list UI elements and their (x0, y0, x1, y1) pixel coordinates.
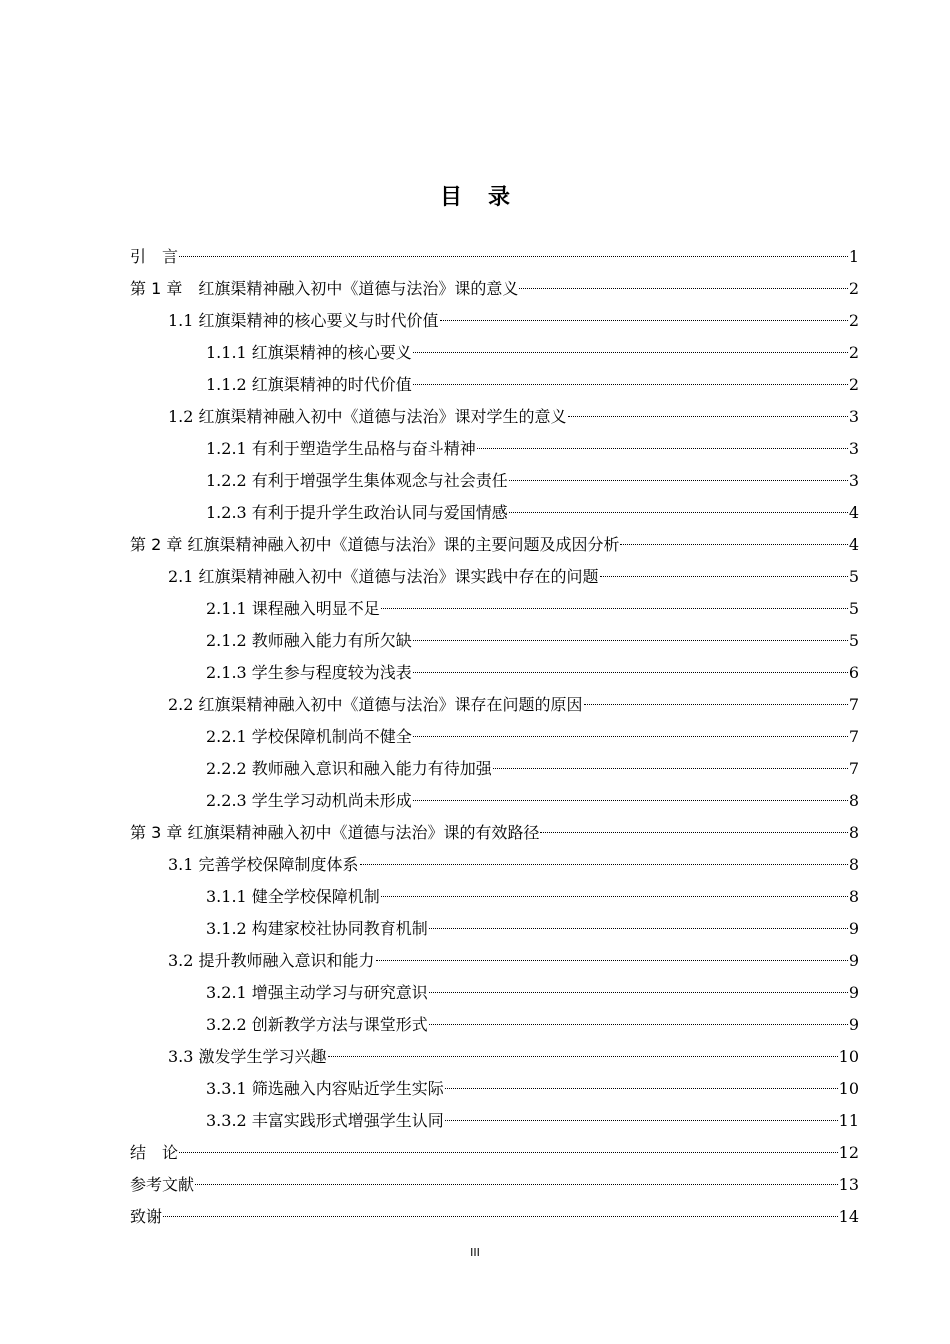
toc-entry[interactable] (130, 337, 859, 369)
toc-entry-label: 1.1 红旗渠精神的核心要义与时代价值 (168, 311, 439, 330)
toc-entry-label: 引 言 (130, 247, 179, 266)
toc-entry[interactable] (130, 1009, 859, 1041)
toc-entry-page: 9 (848, 951, 859, 970)
toc-leader-dots (381, 896, 848, 897)
toc-entry[interactable] (130, 977, 859, 1009)
toc-leader-dots (600, 576, 848, 577)
toc-entry-label: 第 1 章 红旗渠精神融入初中《道德与法治》课的意义 (130, 279, 519, 298)
toc-leader-dots (163, 1216, 838, 1217)
footer-page-number: III (470, 1246, 480, 1259)
toc-entry-label: 参考文献 (130, 1175, 195, 1194)
toc-entry-label: 2.1 红旗渠精神融入初中《道德与法治》课实践中存在的问题 (168, 567, 599, 586)
toc-entry-page: 4 (848, 535, 859, 554)
toc-entry-label: 3.1 完善学校保障制度体系 (168, 855, 359, 874)
toc-entry[interactable] (130, 721, 859, 753)
toc-entry[interactable] (130, 369, 859, 401)
toc-entry[interactable] (130, 1169, 859, 1201)
toc-entry-page: 7 (848, 727, 859, 746)
title-char-1: 目 (439, 185, 462, 210)
toc-leader-dots (540, 832, 847, 833)
toc-entry-label: 3.2.2 创新教学方法与课堂形式 (206, 1015, 428, 1034)
toc-entry[interactable] (130, 593, 859, 625)
toc-leader-dots (429, 928, 848, 929)
toc-entry[interactable] (130, 273, 859, 305)
toc-entry-label: 3.3 激发学生学习兴趣 (168, 1047, 327, 1066)
toc-entry[interactable] (130, 401, 859, 433)
toc-entry[interactable] (130, 1137, 859, 1169)
toc-entry-page: 6 (848, 663, 859, 682)
toc-leader-dots (584, 704, 848, 705)
toc-entry-page: 8 (848, 855, 859, 874)
toc-leader-dots (440, 320, 848, 321)
toc-entry-label: 2.2 红旗渠精神融入初中《道德与法治》课存在问题的原因 (168, 695, 583, 714)
toc-leader-dots (620, 544, 847, 545)
toc-entry-page: 1 (848, 247, 859, 266)
toc-leader-dots (568, 416, 848, 417)
toc-entry-label: 2.2.3 学生学习动机尚未形成 (206, 791, 412, 810)
toc-entry[interactable] (130, 305, 859, 337)
toc-entry-page: 14 (838, 1207, 859, 1226)
toc-entry-page: 13 (838, 1175, 859, 1194)
toc-entry-page: 3 (848, 439, 859, 458)
toc-entry-label: 2.1.1 课程融入明显不足 (206, 599, 380, 618)
toc-entry-page: 3 (848, 407, 859, 426)
toc-entry-label: 结 论 (130, 1143, 179, 1162)
toc-entry[interactable] (130, 1105, 859, 1137)
toc-entry-label: 1.2 红旗渠精神融入初中《道德与法治》课对学生的意义 (168, 407, 567, 426)
toc-leader-dots (413, 384, 848, 385)
toc-entry-label: 3.1.2 构建家校社协同教育机制 (206, 919, 428, 938)
toc-entry-page: 2 (848, 343, 859, 362)
toc-leader-dots (493, 768, 848, 769)
toc-entry-page: 8 (848, 791, 859, 810)
page-title (0, 180, 950, 211)
toc-entry-page: 5 (848, 631, 859, 650)
toc-entry[interactable] (130, 689, 859, 721)
toc-entry-page: 8 (848, 823, 859, 842)
title-char-2: 录 (488, 185, 511, 210)
toc-entry-page: 5 (848, 599, 859, 618)
toc-entry[interactable] (130, 625, 859, 657)
toc-entry-page: 9 (848, 983, 859, 1002)
toc-leader-dots (519, 288, 847, 289)
toc-leader-dots (360, 864, 848, 865)
toc-entry-page: 11 (838, 1111, 859, 1130)
toc-entry-label: 1.2.3 有利于提升学生政治认同与爱国情感 (206, 503, 508, 522)
toc-entry-label: 2.2.1 学校保障机制尚不健全 (206, 727, 412, 746)
toc-entry-label: 3.3.2 丰富实践形式增强学生认同 (206, 1111, 444, 1130)
toc-entry-label: 2.1.2 教师融入能力有所欠缺 (206, 631, 412, 650)
toc-leader-dots (413, 352, 848, 353)
toc-entry[interactable] (130, 497, 859, 529)
toc-entry-label: 第 3 章 红旗渠精神融入初中《道德与法治》课的有效路径 (130, 823, 540, 842)
toc-leader-dots (413, 736, 848, 737)
toc-entry-page: 2 (848, 375, 859, 394)
toc-entry-label: 致谢 (130, 1207, 163, 1226)
toc-entry-page: 9 (848, 1015, 859, 1034)
toc-entry-page: 5 (848, 567, 859, 586)
toc-entry[interactable] (130, 849, 859, 881)
toc-leader-dots (413, 640, 848, 641)
toc-entry[interactable] (130, 785, 859, 817)
toc-entry-label: 3.3.1 筛选融入内容贴近学生实际 (206, 1079, 444, 1098)
toc-entry-page: 3 (848, 471, 859, 490)
toc-entry[interactable] (130, 1073, 859, 1105)
toc-entry[interactable] (130, 1041, 859, 1073)
toc-entry[interactable] (130, 753, 859, 785)
toc-entry-page: 10 (838, 1047, 859, 1066)
toc-entry-page: 4 (848, 503, 859, 522)
toc-entry-label: 1.1.2 红旗渠精神的时代价值 (206, 375, 412, 394)
toc-leader-dots (509, 480, 848, 481)
toc-entry-page: 7 (848, 759, 859, 778)
toc-leader-dots (381, 608, 848, 609)
table-of-contents (130, 241, 859, 1233)
toc-entry-label: 1.2.1 有利于塑造学生品格与奋斗精神 (206, 439, 476, 458)
toc-entry-page: 2 (848, 311, 859, 330)
toc-entry[interactable] (130, 913, 859, 945)
toc-entry[interactable] (130, 881, 859, 913)
toc-entry-label: 3.2.1 增强主动学习与研究意识 (206, 983, 428, 1002)
toc-entry-page: 8 (848, 887, 859, 906)
toc-entry[interactable] (130, 657, 859, 689)
toc-leader-dots (429, 1024, 848, 1025)
toc-entry-label: 2.1.3 学生参与程度较为浅表 (206, 663, 412, 682)
toc-leader-dots (376, 960, 848, 961)
toc-leader-dots (413, 672, 848, 673)
toc-entry[interactable] (130, 817, 859, 849)
toc-entry-page: 2 (848, 279, 859, 298)
toc-leader-dots (445, 1120, 838, 1121)
toc-leader-dots (413, 800, 848, 801)
toc-entry[interactable] (130, 465, 859, 497)
toc-entry[interactable] (130, 945, 859, 977)
toc-entry[interactable] (130, 241, 859, 273)
toc-entry[interactable] (130, 433, 859, 465)
toc-entry-label: 3.2 提升教师融入意识和能力 (168, 951, 375, 970)
toc-leader-dots (195, 1184, 838, 1185)
toc-entry[interactable] (130, 529, 859, 561)
toc-entry[interactable] (130, 1201, 859, 1233)
toc-leader-dots (509, 512, 848, 513)
toc-leader-dots (445, 1088, 838, 1089)
toc-entry[interactable] (130, 561, 859, 593)
toc-entry-page: 12 (838, 1143, 859, 1162)
toc-entry-page: 10 (838, 1079, 859, 1098)
toc-leader-dots (477, 448, 848, 449)
toc-leader-dots (328, 1056, 838, 1057)
toc-entry-label: 1.1.1 红旗渠精神的核心要义 (206, 343, 412, 362)
toc-entry-page: 7 (848, 695, 859, 714)
toc-leader-dots (179, 256, 848, 257)
toc-entry-label: 第 2 章 红旗渠精神融入初中《道德与法治》课的主要问题及成因分析 (130, 535, 620, 554)
toc-leader-dots (179, 1152, 838, 1153)
toc-entry-page: 9 (848, 919, 859, 938)
toc-leader-dots (429, 992, 848, 993)
toc-entry-label: 2.2.2 教师融入意识和融入能力有待加强 (206, 759, 492, 778)
toc-entry-label: 1.2.2 有利于增强学生集体观念与社会责任 (206, 471, 508, 490)
toc-entry-label: 3.1.1 健全学校保障机制 (206, 887, 380, 906)
